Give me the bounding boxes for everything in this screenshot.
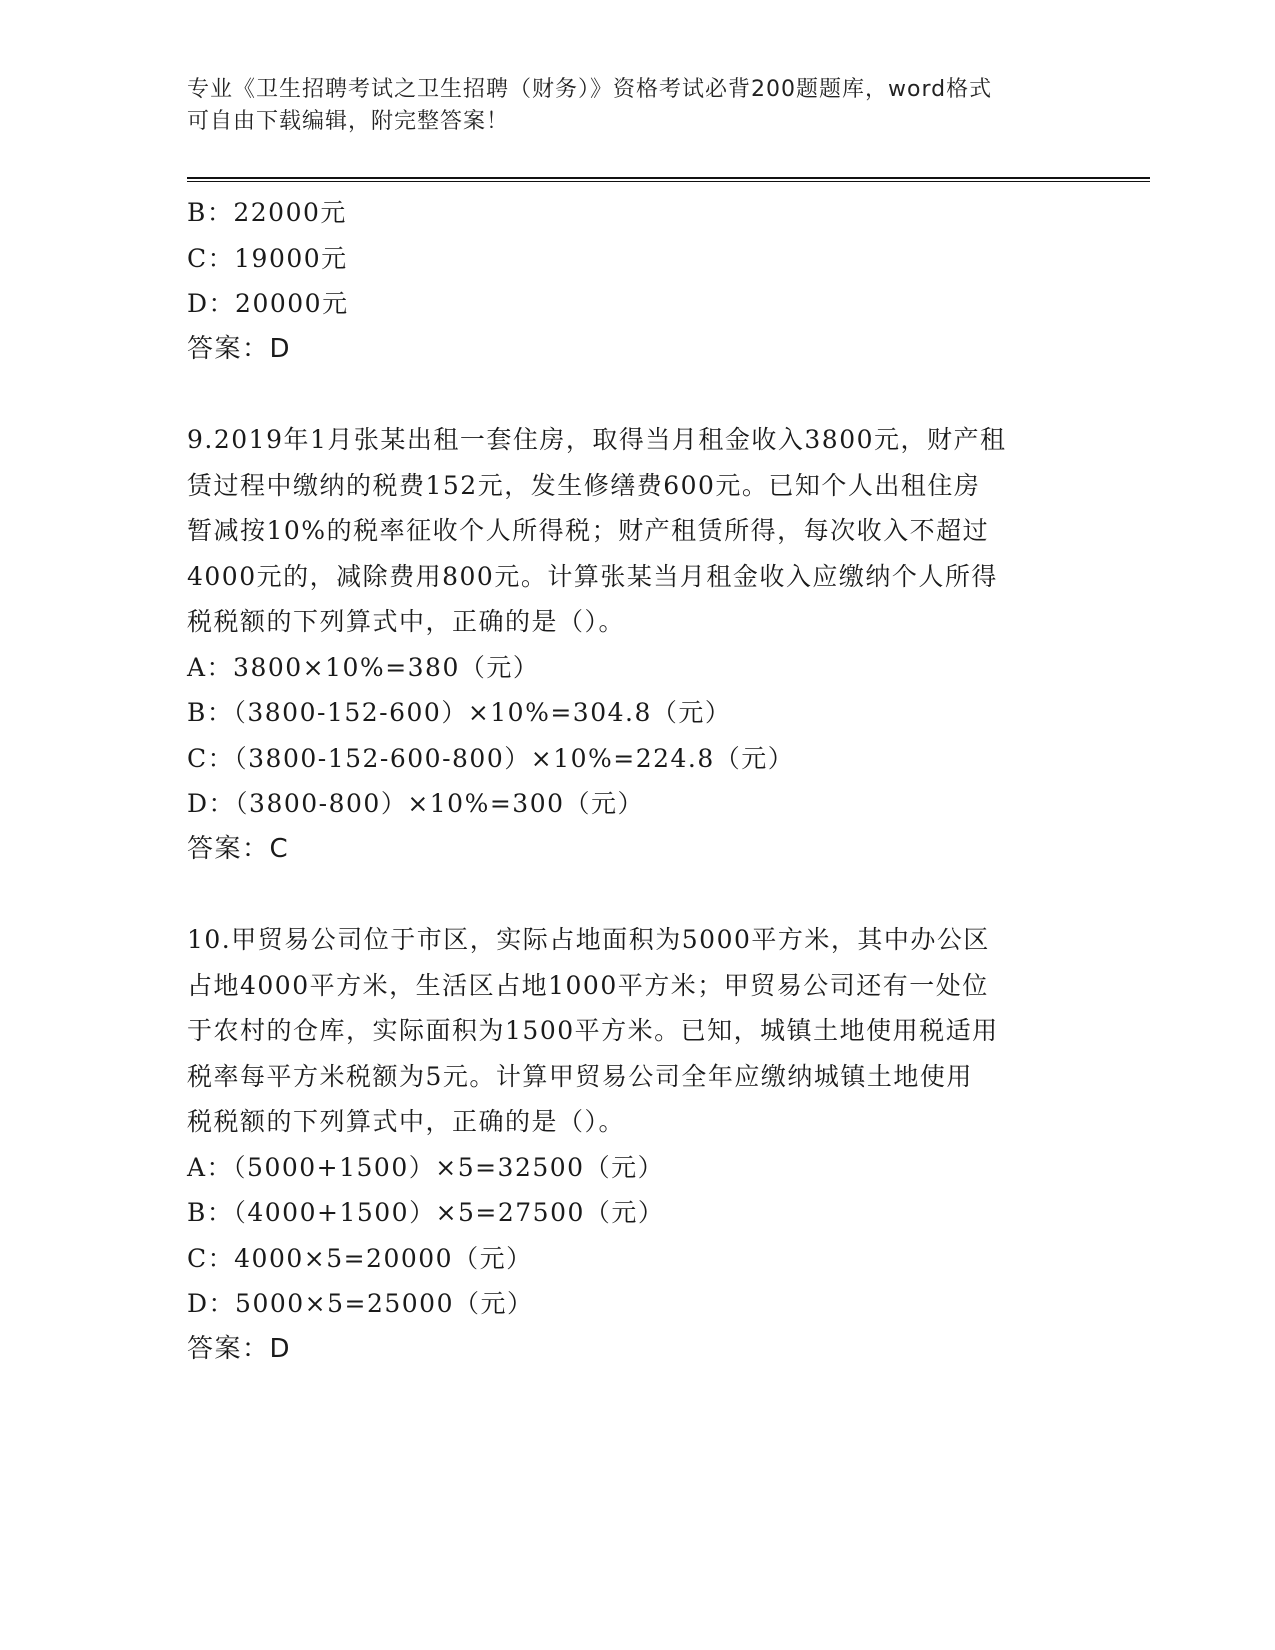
previous-question — [187, 190, 1087, 372]
question-text-line: 于农村的仓库，实际面积为1500平方米。已知，城镇土地使用税适用 — [187, 1016, 999, 1045]
answer-label: 答案：C — [187, 833, 290, 864]
spacer — [187, 372, 1087, 417]
question-text-line: 税税额的下列算式中，正确的是（）。 — [187, 607, 626, 636]
option-b: B：22000元 — [187, 198, 347, 227]
question-text-line: 9.2019年1月张某出租一套住房，取得当月租金收入3800元，财产租 — [187, 425, 1007, 454]
option-c: C：4000×5=20000（元） — [187, 1243, 533, 1273]
option-b: B：（4000+1500）×5=27500（元） — [187, 1198, 665, 1227]
question-9 — [187, 417, 1087, 872]
header-title-line-1: 专业《卫生招聘考试之卫生招聘（财务）》资格考试必背200题题库，word格式 — [187, 77, 993, 102]
option-b: B：（3800-152-600）×10%=304.8（元） — [187, 698, 732, 727]
question-text-line: 暂减按10%的税率征收个人所得税；财产租赁所得，每次收入不超过 — [187, 516, 990, 545]
question-text-line: 10.甲贸易公司位于市区，实际占地面积为5000平方米，其中办公区 — [187, 925, 990, 954]
question-text-line: 税税额的下列算式中，正确的是（）。 — [187, 1107, 626, 1136]
question-10 — [187, 917, 1087, 1372]
document-header — [187, 74, 1067, 138]
option-c: C：（3800-152-600-800）×10%=224.8（元） — [187, 743, 795, 773]
header-divider-thin — [187, 181, 1150, 182]
option-d: D：20000元 — [187, 289, 349, 318]
header-divider-thick — [187, 177, 1150, 179]
question-text-line: 赁过程中缴纳的税费152元，发生修缮费600元。已知个人出租住房 — [187, 470, 981, 500]
answer-label: 答案：D — [187, 1333, 292, 1364]
option-d: D：（3800-800）×10%=300（元） — [187, 789, 645, 818]
question-text-line: 占地4000平方米，生活区占地1000平方米；甲贸易公司还有一处位 — [187, 970, 989, 1000]
spacer — [187, 872, 1087, 917]
option-c: C：19000元 — [187, 243, 348, 273]
question-text-line: 4000元的，减除费用800元。计算张某当月租金收入应缴纳个人所得 — [187, 561, 998, 591]
header-title-line-2: 可自由下载编辑，附完整答案！ — [187, 109, 510, 134]
option-d: D：5000×5=25000（元） — [187, 1289, 534, 1318]
option-a: A：（5000+1500）×5=32500（元） — [187, 1152, 665, 1182]
answer-label: 答案：D — [187, 333, 292, 364]
document-body — [187, 190, 1087, 1372]
question-text-line: 税率每平方米税额为5元。计算甲贸易公司全年应缴纳城镇土地使用 — [187, 1061, 973, 1091]
option-a: A：3800×10%=380（元） — [187, 652, 540, 682]
